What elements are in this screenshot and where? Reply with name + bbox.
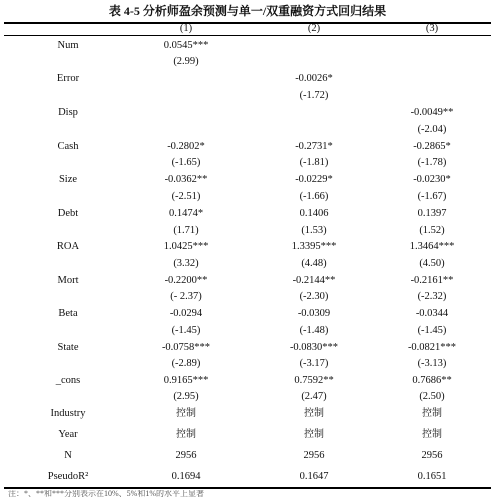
table-cell: 控制: [422, 408, 442, 419]
row-label: PseudoR²: [47, 471, 89, 482]
table-cell: 0.7686**: [412, 375, 452, 386]
row-label: Disp: [58, 107, 78, 118]
table-cell: (1.53): [301, 225, 327, 236]
table-cell: 1.0425***: [163, 241, 209, 252]
table-cell: (4.50): [419, 258, 445, 269]
row-label: Debt: [57, 208, 79, 219]
table-cell: (-2.04): [417, 124, 447, 135]
table-cell: 控制: [176, 408, 196, 419]
table-cell: 2956: [175, 450, 197, 461]
table-cell: (-1.81): [299, 157, 329, 168]
table-cell: 0.0545***: [163, 40, 209, 51]
table-cell: 0.9165***: [163, 375, 209, 386]
column-header-2: (2): [307, 23, 321, 34]
table-cell: -0.2865*: [413, 141, 451, 152]
table-cell: 1.3464***: [409, 241, 455, 252]
table-cell: (3.32): [173, 258, 199, 269]
table-cell: (-1.66): [299, 191, 329, 202]
row-label: Beta: [58, 308, 78, 319]
table-cell: 0.1474*: [168, 208, 204, 219]
row-label: Error: [56, 73, 80, 84]
table-cell: -0.0362**: [164, 174, 208, 185]
bottom-rule: [4, 487, 491, 489]
table-cell: (1.52): [419, 225, 445, 236]
table-cell: (-1.78): [417, 157, 447, 168]
table-cell: 控制: [422, 429, 442, 440]
table-cell: (4.48): [301, 258, 327, 269]
table-cell: (-3.13): [417, 358, 447, 369]
table-cell: -0.0294: [169, 308, 203, 319]
row-label: _cons: [55, 375, 81, 386]
column-header-1: (1): [179, 23, 193, 34]
table-cell: (-1.67): [417, 191, 447, 202]
table-cell: -0.0229*: [295, 174, 333, 185]
table-cell: -0.0344: [415, 308, 449, 319]
table-title: 表 4-5 分析师盈余预测与单一/双重融资方式回归结果: [108, 4, 387, 18]
table-cell: (-2.51): [171, 191, 201, 202]
table-cell: 0.1406: [299, 208, 329, 219]
table-cell: -0.0830***: [289, 342, 339, 353]
table-cell: 0.7592**: [294, 375, 334, 386]
table-cell: (-1.45): [417, 325, 447, 336]
table-cell: (-1.65): [171, 157, 201, 168]
table-cell: (-1.72): [299, 90, 329, 101]
table-cell: -0.0026*: [295, 73, 333, 84]
row-label: Num: [57, 40, 79, 51]
table-footnote: 注：*、**和***分别表示在10%、5%和1%的水平上显著: [8, 490, 204, 498]
table-cell: 0.1647: [299, 471, 329, 482]
table-cell: -0.0049**: [410, 107, 454, 118]
table-cell: 控制: [304, 408, 324, 419]
row-label: State: [57, 342, 79, 353]
table-cell: -0.0821***: [407, 342, 457, 353]
column-header-3: (3): [425, 23, 439, 34]
table-cell: (-1.48): [299, 325, 329, 336]
table-cell: (2.50): [419, 391, 445, 402]
row-label: Industry: [50, 408, 86, 419]
table-cell: (-2.89): [171, 358, 201, 369]
table-cell: 控制: [304, 429, 324, 440]
table-cell: 0.1651: [417, 471, 447, 482]
table-cell: (-1.45): [171, 325, 201, 336]
table-cell: (- 2.37): [170, 291, 202, 302]
table-cell: -0.0758***: [161, 342, 211, 353]
table-cell: -0.0309: [297, 308, 331, 319]
table-cell: (-3.17): [299, 358, 329, 369]
row-label: Mort: [57, 275, 79, 286]
table-cell: 2956: [303, 450, 325, 461]
table-cell: (1.71): [173, 225, 199, 236]
table-cell: (-2.32): [417, 291, 447, 302]
table-cell: 2956: [421, 450, 443, 461]
row-label: N: [64, 450, 72, 461]
table-cell: -0.2731*: [295, 141, 333, 152]
row-label: Size: [58, 174, 78, 185]
table-cell: (2.95): [173, 391, 199, 402]
table-cell: (-2.30): [299, 291, 329, 302]
table-cell: -0.2161**: [410, 275, 454, 286]
table-cell: 0.1694: [171, 471, 201, 482]
table-cell: -0.2200**: [164, 275, 208, 286]
table-cell: (2.47): [301, 391, 327, 402]
table-cell: 0.1397: [417, 208, 447, 219]
table-cell: 1.3395***: [291, 241, 337, 252]
table-cell: -0.2144**: [292, 275, 336, 286]
row-label: Year: [58, 429, 78, 440]
row-label: Cash: [57, 141, 79, 152]
row-label: ROA: [56, 241, 80, 252]
table-cell: -0.2802*: [167, 141, 205, 152]
table-cell: -0.0230*: [413, 174, 451, 185]
table-cell: 控制: [176, 429, 196, 440]
table-cell: (2.99): [173, 56, 199, 67]
